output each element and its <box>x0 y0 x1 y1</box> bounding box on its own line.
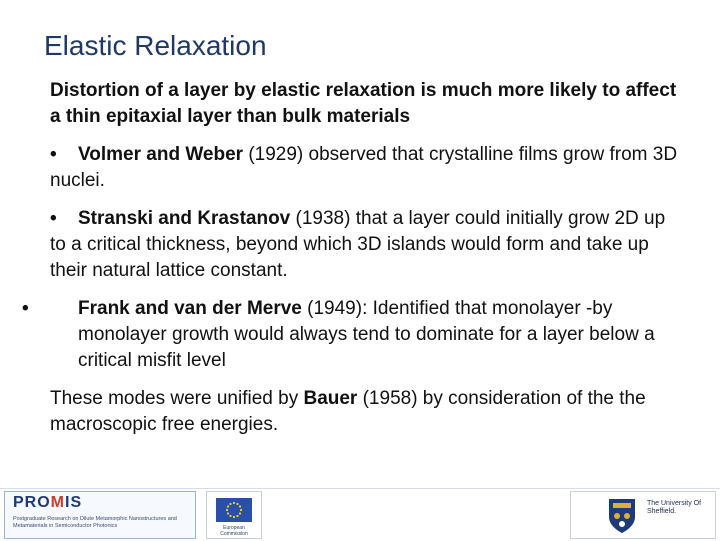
slide-title: Elastic Relaxation <box>44 30 267 61</box>
promis-logo <box>13 494 82 512</box>
eu-flag-icon <box>216 498 252 522</box>
bullet-name: Frank and van der Merve <box>78 298 302 319</box>
intro-paragraph: Distortion of a layer by elastic relaxation is much more likely to affect a thin epitaxial layer than bulk materials <box>50 80 677 127</box>
closing-text-after: (1958) by consideration of the the macroscopic free energies. <box>50 388 646 435</box>
bullet-stranski-krastanov <box>50 206 680 284</box>
bullet-text: (1929) observed that crystalline films grow from 3D nuclei. <box>50 144 678 191</box>
bullet-frank-van-der-merve <box>22 296 680 374</box>
promis-logo-panel <box>4 491 196 539</box>
bullet-volmer-weber <box>50 142 680 194</box>
promis-subtitle: Postgraduate Research on Dilute Metamorphic Nanostructures and Metamaterials in Semiconductor Photonics <box>13 516 177 529</box>
promis-logo-accent: M <box>50 494 65 511</box>
bullet-name: Volmer and Weber <box>78 144 244 165</box>
closing-text-before: These modes were unified by <box>50 388 304 409</box>
bullet-marker: • <box>22 298 29 319</box>
closing-paragraph <box>50 386 680 438</box>
university-name: The University Of Sheffield. <box>647 500 702 515</box>
bullet-text: (1938) that a layer could initially grow 2D up to a critical thickness, beyond which 3D islands would form and take up their natural lattice constant. <box>50 208 666 281</box>
bullet-name: Stranski and Krastanov <box>78 208 291 229</box>
promis-logo-part: PRO <box>13 494 51 511</box>
sheffield-logo-panel <box>570 491 716 539</box>
bullet-marker: • <box>50 208 57 229</box>
university-crest-icon <box>607 497 637 535</box>
eu-stars-icon <box>216 498 252 522</box>
bullet-text: (1949): Identified that monolayer -by monolayer growth would always tend to dominate for a layer below a critical misfit level <box>78 298 655 371</box>
closing-name: Bauer <box>303 388 358 409</box>
eu-caption: European Commission <box>220 525 248 537</box>
footer-logo-bar <box>0 488 720 541</box>
bullet-marker: • <box>50 144 57 165</box>
eu-logo-panel <box>206 491 262 539</box>
promis-logo-part: IS <box>65 494 83 511</box>
slide-body <box>22 78 680 450</box>
